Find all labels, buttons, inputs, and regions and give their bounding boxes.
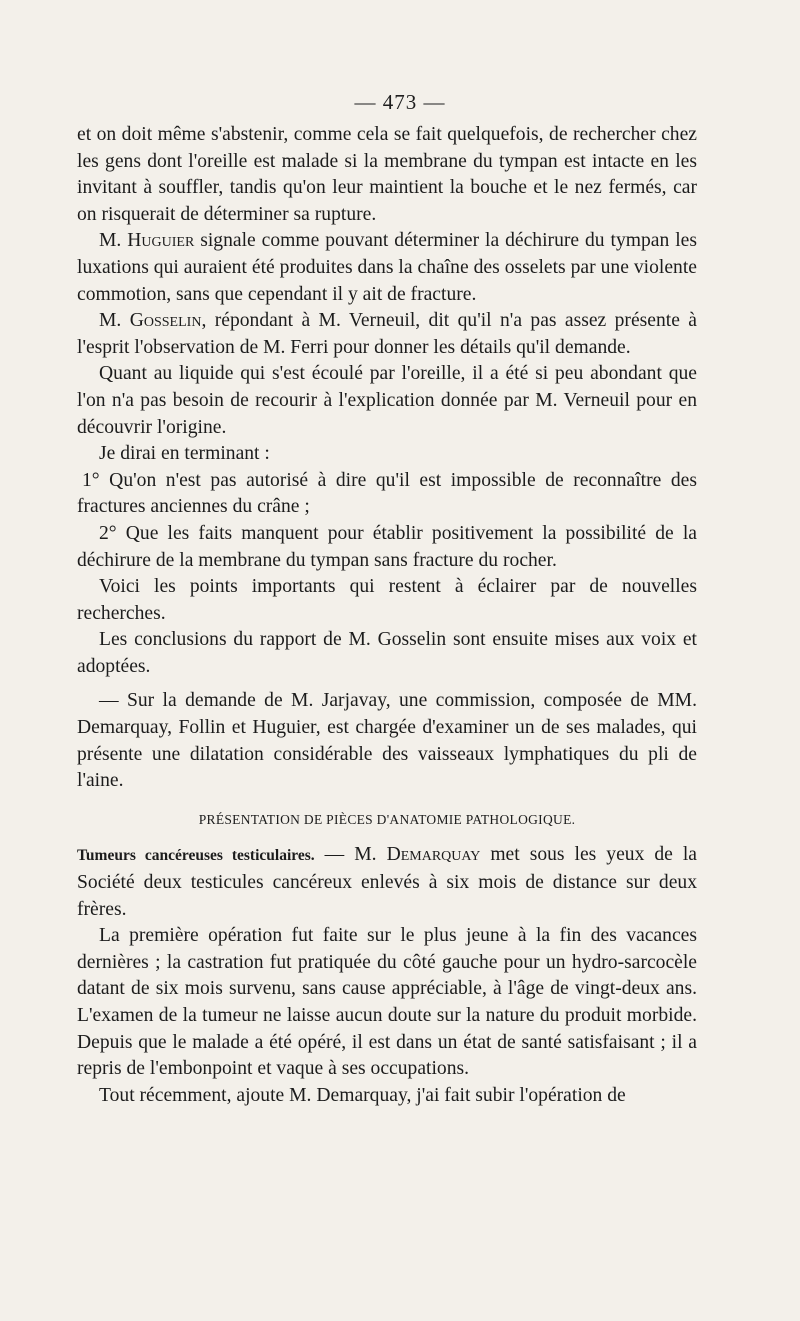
list-item-1: 1° Qu'on n'est pas autorisé à dire qu'il est impossible de reconnaître des fractures anciennes du crâne ; [77,469,697,518]
paragraph-11-dash: — M. [314,844,387,866]
paragraph-2-text: signale comme pouvant déterminer la déchirure du tympan les luxations qui auraient été produites dans la chaîne des osselets par une violente commotion, sans que cependant il y ait de fracture. [77,230,697,305]
paragraph-8: Voici les points importants qui restent à éclairer par de nouvelles recherches. [77,576,697,624]
paragraph-5: Je dirai en terminant : [99,443,270,465]
paragraph-3-name: Gosselin [129,310,202,332]
list-item-2: 2° Que les faits manquent pour établir positivement la possibilité de la déchirure de la membrane du tympan sans fracture du rocher. [77,522,697,571]
paragraph-2-name: Huguier [127,230,195,252]
body-text [77,122,697,1109]
paragraph-3-prefix: M. [99,310,122,332]
paragraph-11 [77,842,697,923]
paragraph-11-text: met sous les yeux de la Société deux testicules cancéreux enlevés à six mois de distance sur deux frères. [77,844,698,920]
paragraph-13: Tout récemment, ajoute M. Demarquay, j'ai fait subir l'opération de [99,1084,626,1106]
paragraph-12: La première opération fut faite sur le plus jeune à la fin des vacances dernières ; la castration fut pratiquée du côté gauche pour un hydro-sarcocèle datant de six mois survenu, sans cause appréciable, à l'âge de vingt-deux ans. L'examen de la tumeur ne laisse aucun doute sur la nature du produit morbide. Depuis que le malade a été opéré, il est dans un état de santé satisfaisant ; il a repris de l'embonpoint et vaque à ses occupations. [77,925,697,1080]
page-number: — 473 — [354,90,446,114]
paragraph-10: — Sur la demande de M. Jarjavay, une commission, composée de MM. Demarquay, Follin et Huguier, est chargée d'examiner un de ses malades, qui présente une dilatation considérable des vaisseaux lymphatiques du pli de l'aine. [77,690,697,792]
paragraph-2 [77,228,697,308]
section-heading: PRÉSENTATION DE PIÈCES D'ANATOMIE PATHOLOGIQUE. [198,811,576,827]
paragraph-3 [77,308,697,361]
spacer [77,680,697,688]
paragraph-4: Quant au liquide qui s'est écoulé par l'oreille, il a été si peu abondant que l'on n'a pas besoin de recourir à l'explication donnée par M. Verneuil pour en découvrir l'origine. [77,363,697,438]
paragraph-1: et on doit même s'abstenir, comme cela se fait quelquefois, de rechercher chez les gens dont l'oreille est malade si la membrane du tympan est intacte en les invitant à souffler, tandis qu'on leur maintient la bouche et le nez fermés, car on risquerait de déterminer sa rupture. [77,124,697,225]
paragraph-2-prefix: M. [99,230,122,252]
paragraph-11-name: Demarquay [386,844,481,866]
paragraph-3-text: , répondant à M. Verneuil, dit qu'il n'a pas assez présente à l'esprit l'observation de M. Ferri pour donner les détails qu'il demande. [77,310,697,358]
paragraph-11-lead: Tumeurs cancéreuses testiculaires. [77,847,315,865]
paragraph-9: Les conclusions du rapport de M. Gosselin sont ensuite mises aux voix et adoptées. [77,629,697,677]
